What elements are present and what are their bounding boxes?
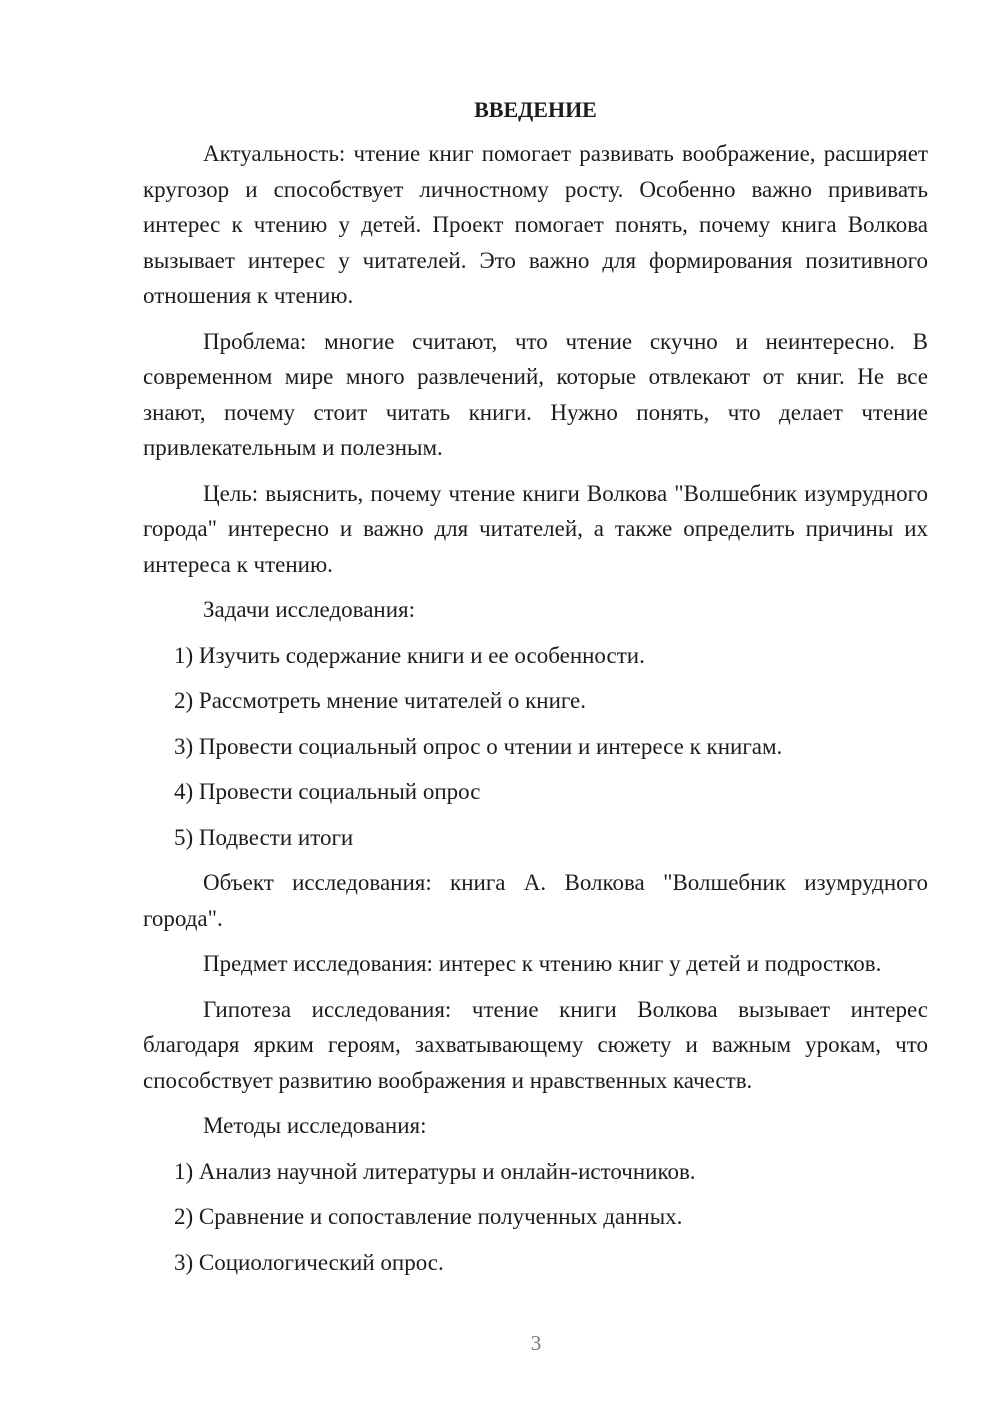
paragraph-problem: Проблема: многие считают, что чтение скучно и неинтересно. В современном мире много развлечений, которые отвлекают от книг. Не все знают, почему стоит читать книги. Нужно понять, что делает чтение привлекательным и полезным. <box>143 328 928 460</box>
tasks-list <box>143 638 928 856</box>
paragraph-subject: Предмет исследования: интерес к чтению книг у детей и подростков. <box>203 951 882 976</box>
page-number: 3 <box>530 1331 542 1355</box>
task-item-2: 2) Рассмотреть мнение читателей о книге. <box>174 688 587 713</box>
method-item-1: 1) Анализ научной литературы и онлайн-источников. <box>174 1158 696 1184</box>
methods-label: Методы исследования: <box>203 1113 427 1138</box>
task-item-3: 3) Провести социальный опрос о чтении и интересе к книгам. <box>174 733 783 759</box>
tasks-label: Задачи исследования: <box>203 597 416 622</box>
paragraph-relevance: Актуальность: чтение книг помогает развивать воображение, расширяет кругозор и способствует личностному росту. Особенно важно прививать интерес к чтению у детей. Проект помогает понять, почему книга Волкова вызывает интерес у читателей. Это важно для формирования позитивного отношения к чтению. <box>143 141 928 308</box>
method-item-3: 3) Социологический опрос. <box>174 1249 444 1275</box>
method-item-2: 2) Сравнение и сопоставление полученных данных. <box>174 1204 683 1229</box>
task-item-1: 1) Изучить содержание книги и ее особенности. <box>174 642 645 668</box>
section-heading: ВВЕДЕНИЕ <box>474 97 597 122</box>
methods-list <box>143 1154 928 1281</box>
task-item-4: 4) Провести социальный опрос <box>174 779 481 804</box>
paragraph-goal: Цель: выяснить, почему чтение книги Волкова "Волшебник изумрудного города" интересно и важно для читателей, а также определить причины их интереса к чтению. <box>143 480 928 577</box>
paragraph-hypothesis: Гипотеза исследования: чтение книги Волкова вызывает интерес благодаря ярким героям, захватывающему сюжету и важным урокам, что способствует развитию воображения и нравственных качеств. <box>143 996 928 1093</box>
paragraph-object: Объект исследования: книга А. Волкова "Волшебник изумрудного города". <box>143 870 928 931</box>
task-item-5: 5) Подвести итоги <box>174 824 354 850</box>
page-content <box>143 94 928 1290</box>
